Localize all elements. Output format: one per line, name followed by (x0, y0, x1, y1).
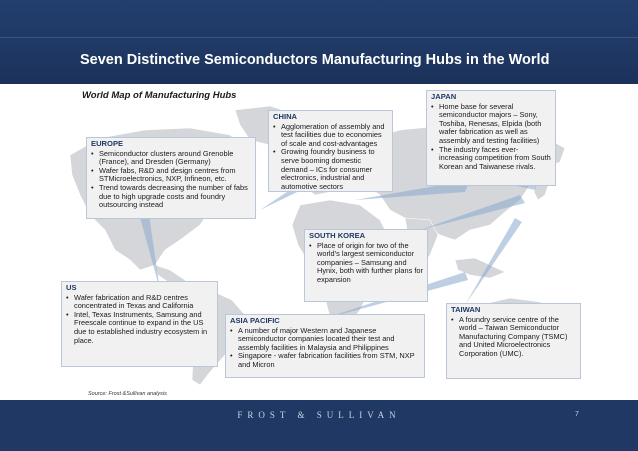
south-korea-bullet-list (309, 242, 423, 285)
europe-bullet: • Trend towards decreasing the number of fabs due to high upgrade costs and foundry outsourcing instead (91, 184, 251, 210)
us-bullet: • Intel, Texas Instruments, Samsung and Freescale continue to expand in the US due to established industry ecosystem in place. (66, 311, 213, 345)
europe-callout (86, 137, 256, 219)
china-heading: CHINA (273, 112, 298, 121)
europe-bullet: • Semiconductor clusters around Grenoble (France), and Dresden (Germany) (91, 150, 251, 167)
us-heading: US (66, 283, 77, 292)
china-bullet: • Agglomeration of assembly and test facilities due to economies of scale and cost-advantages (273, 123, 388, 149)
china-bullet-list (273, 123, 388, 192)
south-korea-callout (304, 229, 428, 302)
title-bar-background (0, 0, 638, 84)
asia-pacific-bullet: • Singapore - wafer fabrication facilities from STM, NXP and Micron (230, 352, 420, 369)
asia-pacific-bullet: • A number of major Western and Japanese semiconductor companies located their test and assembly facilities in Malaysia and Philippines (230, 327, 420, 353)
source-note: Source: Frost &Sullivan analysis (88, 391, 167, 397)
title-bar-rule (0, 37, 638, 38)
taiwan-bullet-list (451, 316, 576, 359)
brand-name: FROST & SULLIVAN (237, 410, 401, 420)
us-bullet: • Wafer fabrication and R&D centres concentrated in Texas and California (66, 294, 213, 311)
japan-bullet-list (431, 103, 551, 172)
china-bullet: • Growing foundry business to serve booming domestic demand – ICs for consumer electronics, industrial and automotive sectors (273, 148, 388, 191)
europe-bullet-list (91, 150, 251, 210)
europe-heading: EUROPE (91, 139, 124, 148)
taiwan-bullet: • A foundry service centre of the world – Taiwan Semiconductor Manufacturing Company (TSMC) and United Microelectronics Corporation (UMC). (451, 316, 576, 359)
south-korea-bullet: • Place of origin for two of the world's largest semiconductor companies – Samsung and Hynix, both with further plans for expansion (309, 242, 423, 285)
taiwan-callout (446, 303, 581, 379)
asia-pacific-heading: ASIA PACIFIC (230, 316, 280, 325)
us-callout (61, 281, 218, 367)
asia-pacific-callout (225, 314, 425, 378)
us-bullet-list (66, 294, 213, 346)
south-korea-heading: SOUTH KOREA (309, 231, 366, 240)
japan-heading: JAPAN (431, 92, 457, 101)
asia-pacific-bullet-list (230, 327, 420, 370)
taiwan-heading: TAIWAN (451, 305, 481, 314)
japan-bullet: • The industry faces ever-increasing competition from South Korean and Taiwanese rivals. (431, 146, 551, 172)
china-callout (268, 110, 393, 192)
japan-callout (426, 90, 556, 186)
title-bar (0, 0, 638, 84)
slide-title: Seven Distinctive Semiconductors Manufacturing Hubs in the World (80, 52, 550, 68)
map-title: World Map of Manufacturing Hubs (82, 90, 237, 101)
europe-bullet: • Wafer fabs, R&D and design centres from STMicroelectronics, NXP, Infineon, etc. (91, 167, 251, 184)
page-number: 7 (575, 411, 579, 418)
japan-bullet: • Home base for several semiconductor majors – Sony, Toshiba, Renesas, Elpida (both wafer fabrication as well as assembly and testing facilities) (431, 103, 551, 146)
footer-bar (0, 400, 638, 451)
